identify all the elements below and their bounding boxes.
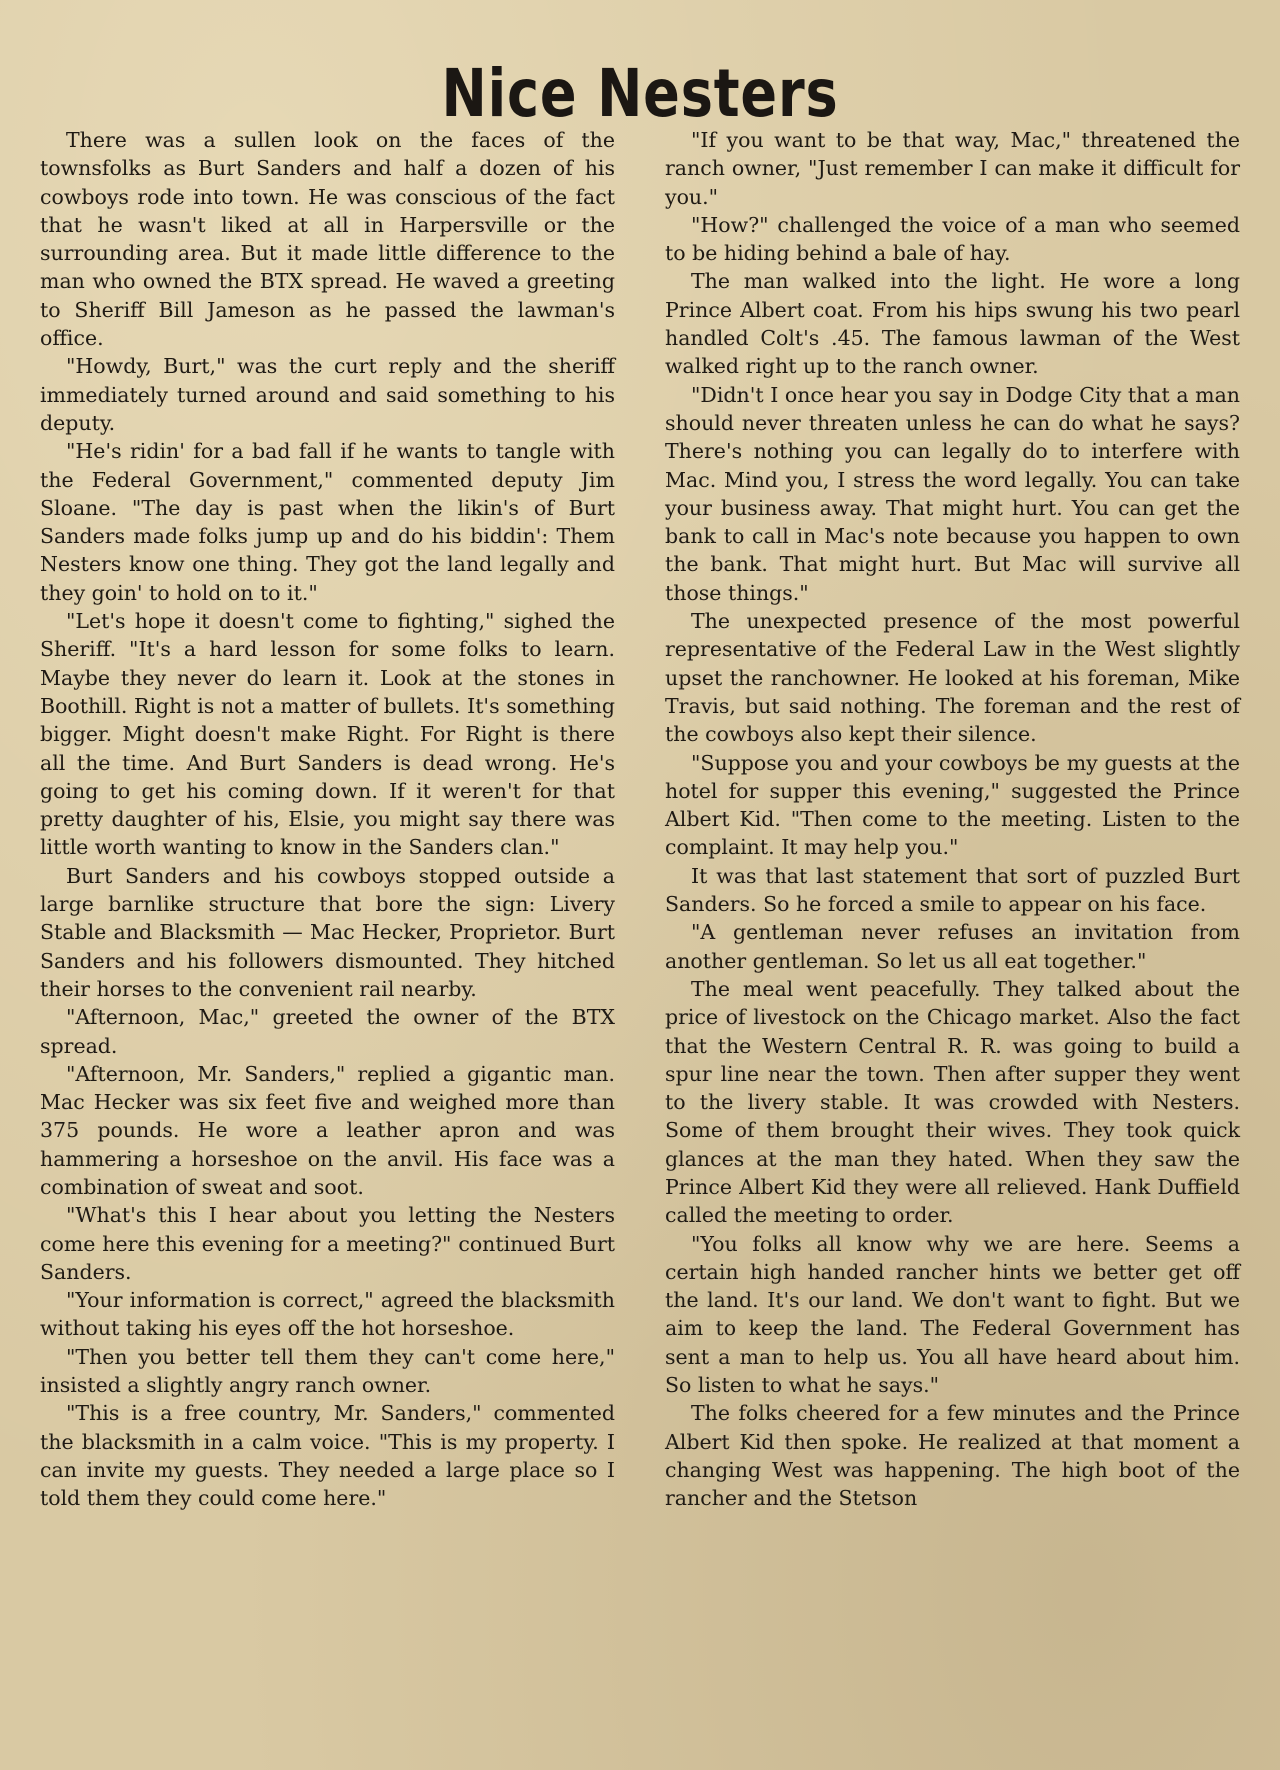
paragraph: "Afternoon, Mr. Sanders," replied a gigantic man. Mac Hecker was six feet five and weighed more than 375 pounds. He wore a leather apron and was hammering a horseshoe on the anvil. His face was a combination of sweat and soot. <box>40 1061 615 1199</box>
article-title: Nice Nesters <box>441 55 839 133</box>
right-column <box>665 126 1240 1513</box>
paragraph: "Your information is correct," agreed the blacksmith without taking his eyes off the hot horseshoe. <box>40 1288 615 1341</box>
paragraph: "A gentleman never refuses an invitation from another gentleman. So let us all eat together." <box>665 920 1240 973</box>
paragraph: "This is a free country, Mr. Sanders," commented the blacksmith in a calm voice. "This is my property. I can invite my guests. They needed a large place so I told them they could come here." <box>40 1401 615 1511</box>
paragraph: "Didn't I once hear you say in Dodge City that a man should never threaten unless he can do what he says? There's nothing you can legally do to interfere with Mac. Mind you, I stress the word legally. You can take your business away. That might hurt. You can get the bank to call in Mac's note because you happen to own the bank. That might hurt. But Mac will survive all those things." <box>665 382 1240 605</box>
paragraph: "If you want to be that way, Mac," threatened the ranch owner, "Just remember I can make it difficult for you." <box>665 128 1240 209</box>
paragraph: "He's ridin' for a bad fall if he wants to tangle with the Federal Government," commented deputy Jim Sloane. "The day is past when the likin's of Burt Sanders made folks jump up and do his biddin': Them Nesters know one thing. They got the land legally and they goin' to hold on to it." <box>40 439 615 605</box>
paragraph: It was that last statement that sort of puzzled Burt Sanders. So he forced a smile to appear on his face. <box>665 863 1240 917</box>
paragraph: "What's this I hear about you letting the Nesters come here this evening for a meeting?" continued Burt Sanders. <box>40 1203 615 1284</box>
paragraph: "Afternoon, Mac," greeted the owner of the BTX spread. <box>40 1005 615 1058</box>
paragraph: "Then you better tell them they can't come here," insisted a slightly angry ranch owner. <box>40 1344 615 1398</box>
paragraph: "Howdy, Burt," was the curt reply and the sheriff immediately turned around and said something to his deputy. <box>40 354 615 435</box>
paragraph: There was a sullen look on the faces of the townsfolks as Burt Sanders and half a dozen of his cowboys rode into town. He was conscious of the fact that he wasn't liked at all in Harpersville or the surrounding area. But it made little difference to the man who owned the BTX spread. He waved a greeting to Sheriff Bill Jameson as he passed the lawman's office. <box>40 128 615 351</box>
paragraph: The unexpected presence of the most powerful representative of the Federal Law in the West slightly upset the ranchowner. He looked at his foreman, Mike Travis, but said nothing. The foreman and the rest of the cowboys also kept their silence. <box>665 609 1240 747</box>
paragraph: The folks cheered for a few minutes and the Prince Albert Kid then spoke. He realized at that moment a changing West was happening. The high boot of the rancher and the Stetson <box>665 1401 1240 1511</box>
paragraph: "You folks all know why we are here. Seems a certain high handed rancher hints we better get off the land. It's our land. We don't want to fight. But we aim to keep the land. The Federal Government has sent a man to help us. You all have heard about him. So listen to what he says." <box>665 1231 1240 1398</box>
paragraph: "Suppose you and your cowboys be my guests at the hotel for supper this evening," suggested the Prince Albert Kid. "Then come to the meeting. Listen to the complaint. It may help you." <box>665 750 1240 860</box>
paragraph: The man walked into the light. He wore a long Prince Albert coat. From his hips swung his two pearl handled Colt's .45. The famous lawman of the West walked right up to the ranch owner. <box>665 269 1240 379</box>
paragraph: The meal went peacefully. They talked about the price of livestock on the Chicago market. Also the fact that the Western Central R. R. was going to build a spur line near the town. Then after supper they went to the livery stable. It was crowded with Nesters. Some of them brought their wives. They took quick glances at the man they hated. When they saw the Prince Albert Kid they were all relieved. Hank Duffield called the meeting to order. <box>665 976 1240 1228</box>
left-column <box>40 126 615 1513</box>
paragraph: Burt Sanders and his cowboys stopped outside a large barnlike structure that bore the sign: Livery Stable and Blacksmith — Mac Hecker, Proprietor. Burt Sanders and his followers dismounted. They hitched their horses to the convenient rail nearby. <box>40 863 615 1001</box>
paragraph: "Let's hope it doesn't come to fighting," sighed the Sheriff. "It's a hard lesson for some folks to learn. Maybe they never do learn it. Look at the stones in Boothill. Right is not a matter of bullets. It's something bigger. Might doesn't make Right. For Right is there all the time. And Burt Sanders is dead wrong. He's going to get his coming down. If it weren't for that pretty daughter of his, Elsie, you might say there was little worth wanting to know in the Sanders clan." <box>40 609 615 860</box>
paragraph: "How?" challenged the voice of a man who seemed to be hiding behind a bale of hay. <box>665 212 1240 266</box>
